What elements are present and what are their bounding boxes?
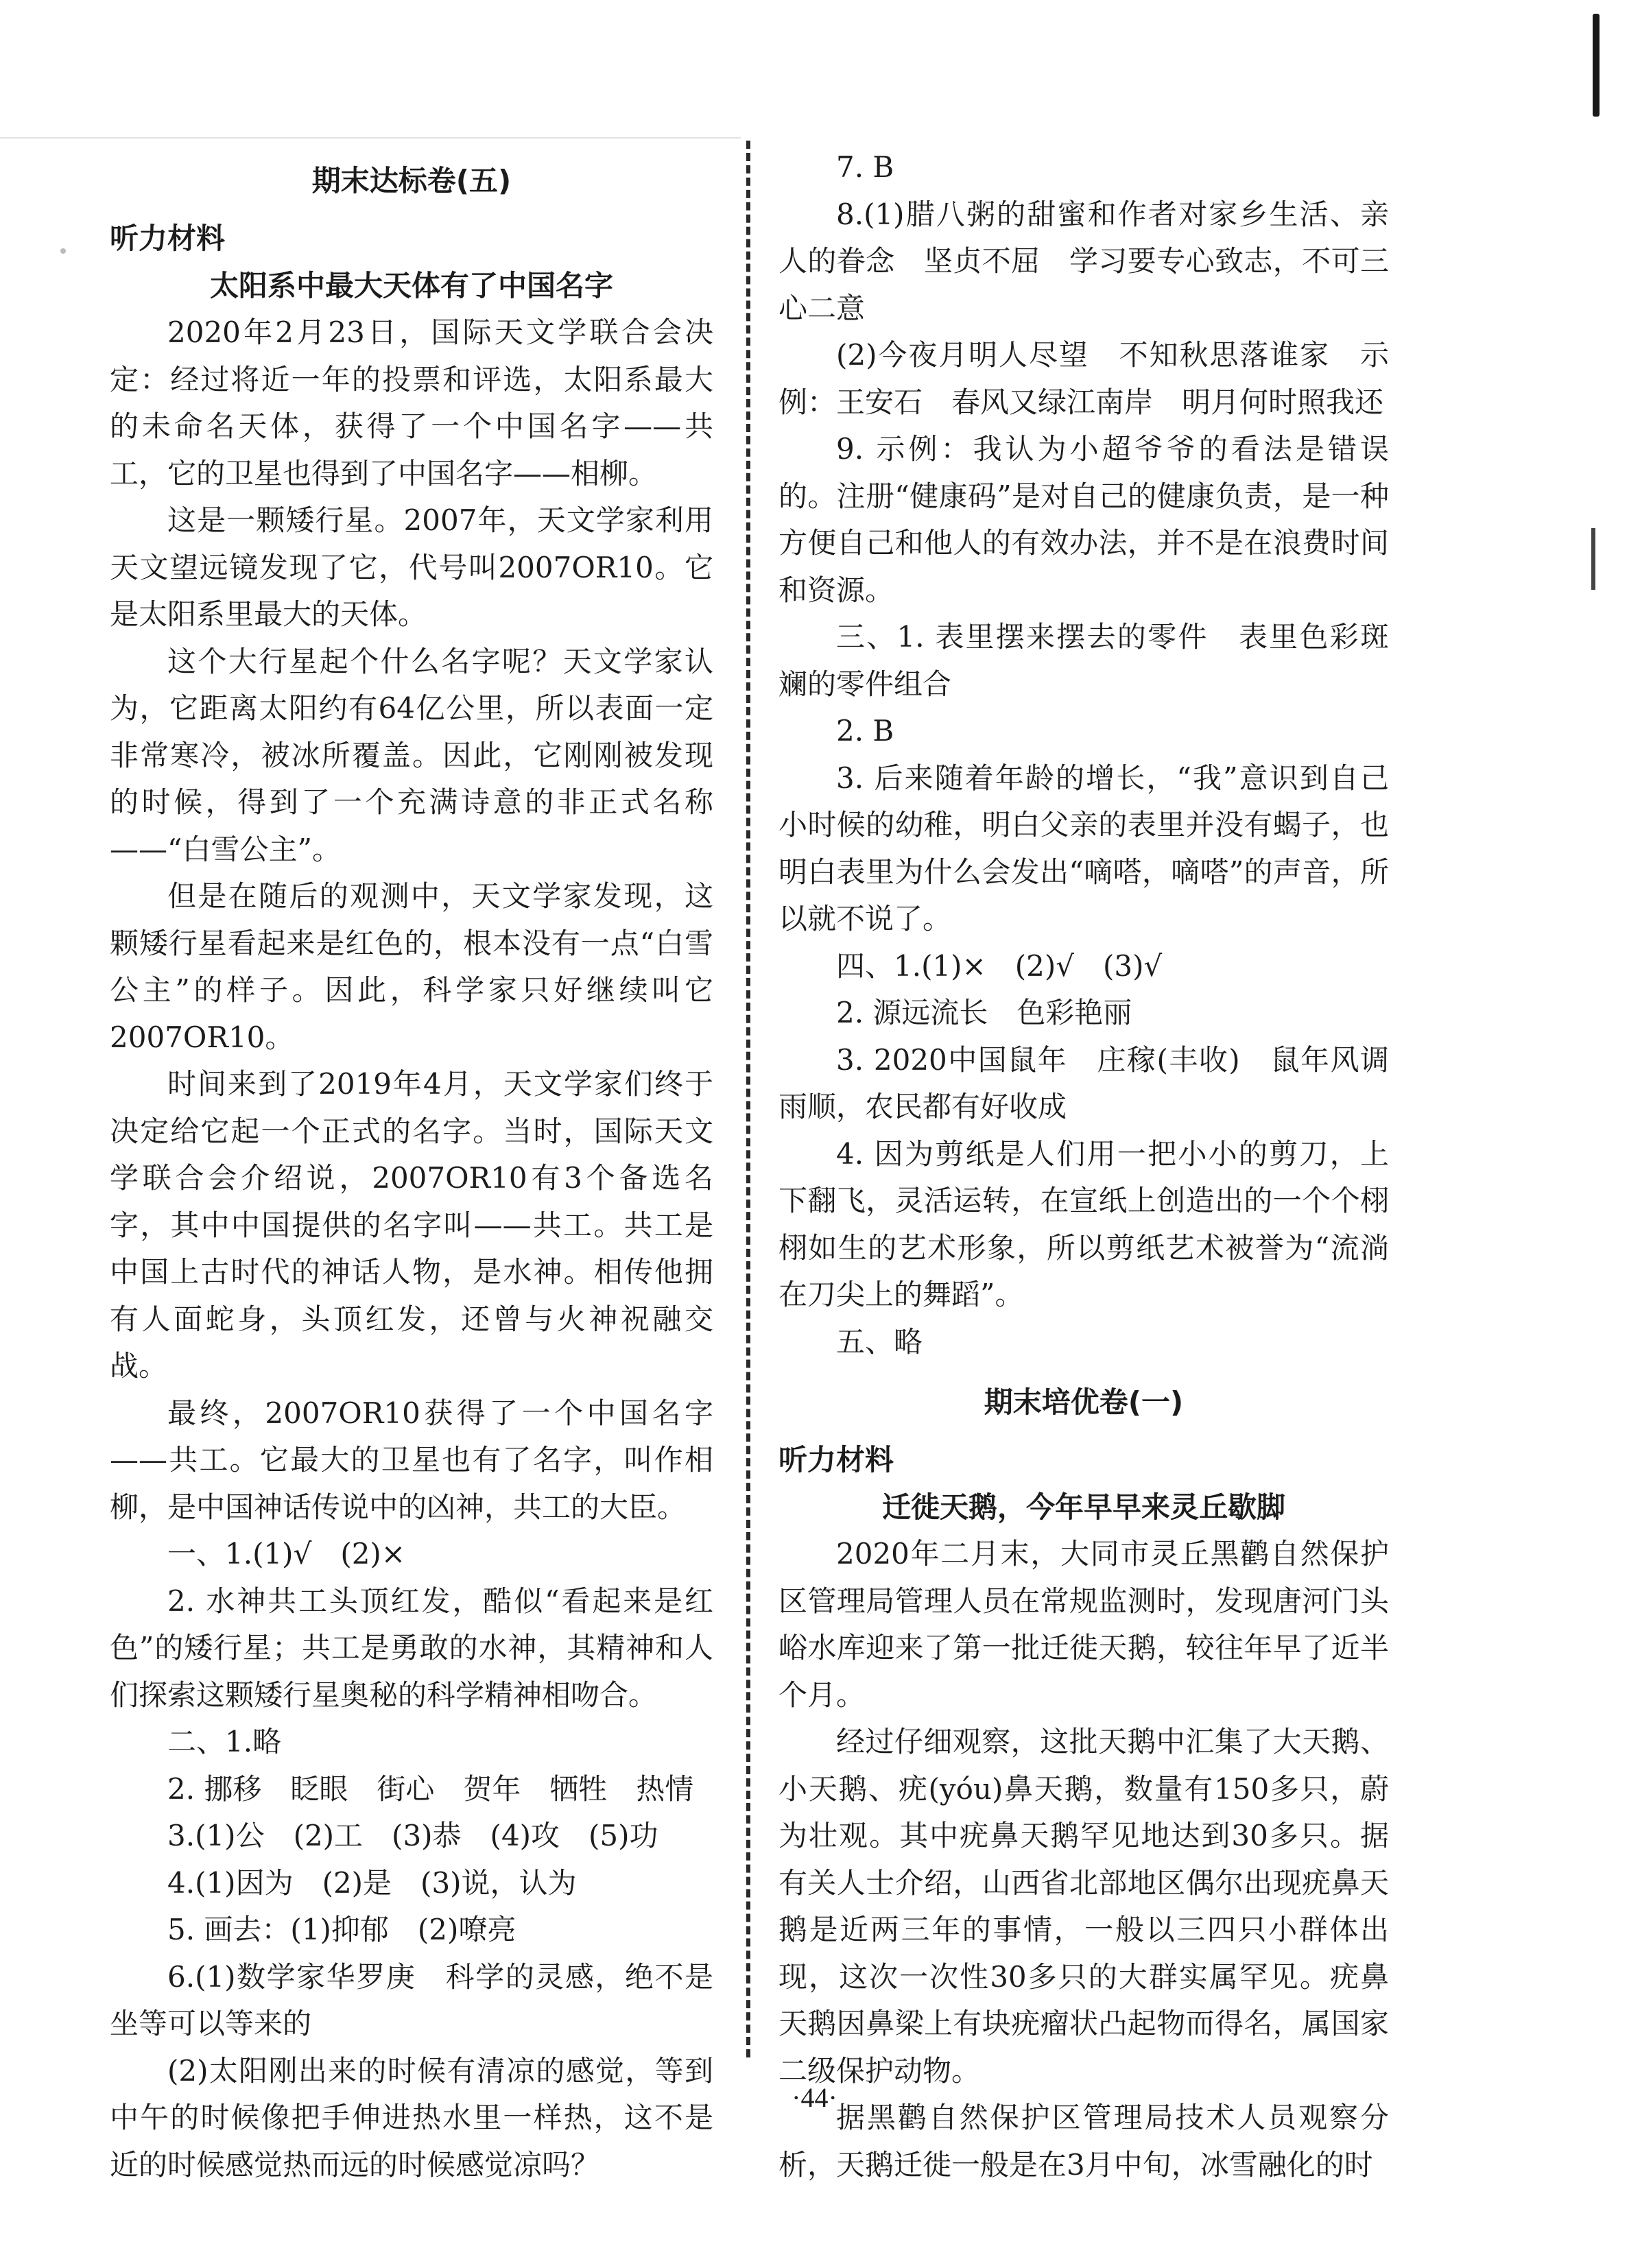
answer-line: 四、1.(1)× (2)√ (3)√ <box>836 948 1163 983</box>
answer-line: 9. 示例：我认为小超爷爷的看法是错误的。注册“健康码”是对自己的健康负责，是一种方便自己和他人的有效办法，并不是在浪费时间和资源。 <box>778 432 1389 607</box>
answer-line: 3.(1)公 (2)工 (3)恭 (4)攻 (5)功 <box>167 1819 658 1852</box>
left-column <box>110 144 713 2188</box>
answer-line: 2. 挪移 眨眼 街心 贺年 牺牲 热情 <box>167 1771 694 1806</box>
answer-line: 5. 画去：(1)抑郁 (2)嘹亮 <box>167 1913 516 1946</box>
answer-line: 3. 后来随着年龄的增长，“我”意识到自己小时候的幼稚，明白父亲的表里并没有蝎子，也明白表里为什么会发出“嘀嗒，嘀嗒”的声音，所以就不说了。 <box>778 761 1389 935</box>
answer-line: 4.(1)因为 (2)是 (3)说，认为 <box>167 1865 577 1900</box>
paragraph: 最终，2007OR10获得了一个中国名字——共工。它最大的卫星也有了名字，叫作相柳，是中国神话传说中的凶神，共工的大臣。 <box>110 1396 713 1524</box>
listening-label: 听力材料 <box>110 222 226 255</box>
listening-label-2: 听力材料 <box>778 1443 894 1477</box>
scan-edge-mark <box>1593 14 1600 117</box>
answer-line: (2)今夜月明人尽望 不知秋思落谁家 示例：王安石 春风又绿江南岸 明月何时照我还 <box>778 338 1389 419</box>
section-title-2: 期末培优卷(一) <box>984 1385 1184 1419</box>
answer-line: 二、1.略 <box>167 1725 282 1758</box>
page-number: ·44· <box>792 2082 837 2113</box>
answer-line: (2)太阳刚出来的时候有清凉的感觉，等到中午的时候像把手伸进热水里一样热，这不是近的时候感觉热而远的时候感觉凉吗？ <box>110 2053 713 2182</box>
article-title-2: 迁徙天鹅，今年早早来灵丘歇脚 <box>881 1490 1285 1524</box>
paragraph: 经过仔细观察，这批天鹅中汇集了大天鹅、小天鹅、疣(yóu)鼻天鹅，数量有150多只，蔚为壮观。其中疣鼻天鹅罕见地达到30多只。据有关人士介绍，山西省北部地区偶尔出现疣鼻天鹅是近两三年的事情，一般以三四只小群体出现，这次一次性30多只的大群实属罕见。疣鼻天鹅因鼻梁上有块疣瘤状凸起物而得名，属国家二级保护动物。 <box>778 1725 1389 2088</box>
answer-line: 7. B <box>836 150 894 184</box>
paragraph: 据黑鹳自然保护区管理局技术人员观察分析，天鹅迁徙一般是在3月中旬，冰雪融化的时 <box>778 2101 1389 2182</box>
section-title: 期末达标卷(五) <box>311 164 512 198</box>
right-column <box>778 144 1389 2188</box>
paragraph: 这个大行星起个什么名字呢？天文学家认为，它距离太阳约有64亿公里，所以表面一定非常寒冷，被冰所覆盖。因此，它刚刚被发现的时候，得到了一个充满诗意的非正式名称——“白雪公主”。 <box>110 644 713 866</box>
answer-line: 三、1. 表里摆来摆去的零件 表里色彩斑斓的零件组合 <box>778 620 1389 701</box>
top-rule <box>0 137 741 139</box>
answer-line: 五、略 <box>836 1324 923 1359</box>
answer-line: 6.(1)数学家华罗庚 科学的灵感，绝不是坐等可以等来的 <box>110 1959 713 2040</box>
article-title: 太阳系中最大天体有了中国名字 <box>209 268 613 302</box>
answer-line: 2. B <box>836 714 894 748</box>
answer-line: 3. 2020中国鼠年 庄稼(丰收) 鼠年风调雨顺，农民都有好收成 <box>778 1042 1389 1123</box>
paragraph: 时间来到了2019年4月，天文学家们终于决定给它起一个正式的名字。当时，国际天文学联合会介绍说，2007OR10有3个备选名字，其中中国提供的名字叫——共工。共工是中国上古时代的神话人物，是水神。相传他拥有人面蛇身，头顶红发，还曾与火神祝融交战。 <box>110 1067 713 1383</box>
paragraph: 但是在随后的观测中，天文学家发现，这颗矮行星看起来是红色的，根本没有一点“白雪公主”的样子。因此，科学家只好继续叫它2007OR10。 <box>110 879 713 1054</box>
answer-line: 8.(1)腊八粥的甜蜜和作者对家乡生活、亲人的眷念 坚贞不屈 学习要专心致志，不可三心二意 <box>778 197 1389 325</box>
answer-line: 2. 水神共工头顶红发，酷似“看起来是红色”的矮行星；共工是勇敢的水神，其精神和人们探索这颗矮行星奥秘的科学精神相吻合。 <box>110 1584 713 1712</box>
answer-line: 一、1.(1)√ (2)× <box>167 1537 406 1571</box>
answer-line: 2. 源远流长 色彩艳丽 <box>836 996 1132 1029</box>
paragraph: 这是一颗矮行星。2007年，天文学家利用天文望远镜发现了它，代号叫2007OR10。它是太阳系里最大的天体。 <box>110 503 713 631</box>
paragraph: 2020年二月末，大同市灵丘黑鹳自然保护区管理局管理人员在常规监测时，发现唐河门头峪水库迎来了第一批迁徙天鹅，较往年早了近半个月。 <box>778 1537 1389 1712</box>
scan-dot <box>60 248 66 254</box>
answer-line: 4. 因为剪纸是人们用一把小小的剪刀，上下翻飞，灵活运转，在宣纸上创造出的一个个栩栩如生的艺术形象，所以剪纸艺术被誉为“流淌在刀尖上的舞蹈”。 <box>778 1136 1389 1311</box>
column-divider <box>746 141 750 2057</box>
scan-edge-mark-2 <box>1591 528 1595 590</box>
paragraph: 2020年2月23日，国际天文学联合会决定：经过将近一年的投票和评选，太阳系最大的未命名天体，获得了一个中国名字——共工，它的卫星也得到了中国名字——相柳。 <box>110 315 713 490</box>
